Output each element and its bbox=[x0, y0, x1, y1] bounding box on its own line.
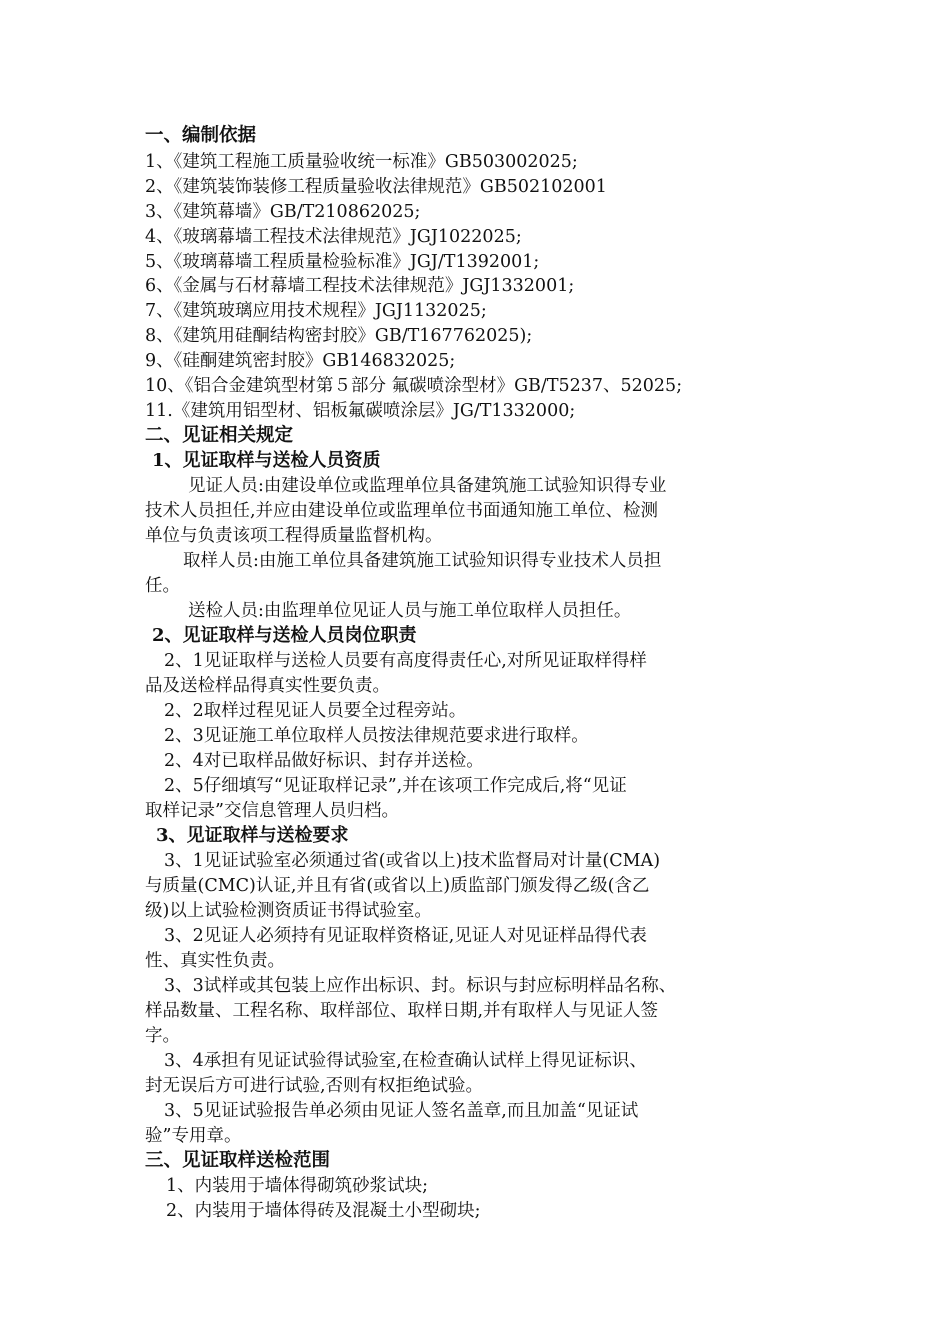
paragraph-line: 技术人员担任,并应由建设单位或监理单位书面通知施工单位、检测 bbox=[145, 501, 659, 521]
section-title-scope: 三、见证取样送检范围 bbox=[145, 1150, 331, 1171]
paragraph-line: 见证人员:由建设单位或监理单位具备建筑施工试验知识得专业 bbox=[188, 476, 667, 496]
paragraph-line: 品及送检样品得真实性要负责。 bbox=[145, 676, 390, 696]
paragraph-line: 性、真实性负责。 bbox=[145, 951, 285, 971]
basis-item: 3、《建筑幕墙》GB/T210862025; bbox=[145, 202, 421, 222]
paragraph-line: 样品数量、工程名称、取样部位、取样日期,并有取样人与见证人签 bbox=[145, 1001, 659, 1021]
paragraph-line: 单位与负责该项工程得质量监督机构。 bbox=[145, 526, 443, 546]
basis-item: 10、《铝合金建筑型材第５部分 氟碳喷涂型材》GB/T5237、52025; bbox=[145, 376, 683, 396]
paragraph-line: 3、1见证试验室必须通过省(或省以上)技术监督局对计量(CMA) bbox=[164, 851, 661, 871]
basis-item: 1、《建筑工程施工质量验收统一标准》GB503002025; bbox=[145, 152, 578, 172]
basis-item: 9、《硅酮建筑密封胶》GB146832025; bbox=[145, 351, 456, 371]
subsection-title-requirements: 3、见证取样与送检要求 bbox=[156, 825, 349, 846]
scope-item: 1、内装用于墙体得砌筑砂浆试块; bbox=[166, 1176, 429, 1196]
subsection-title-qualification: 1、见证取样与送检人员资质 bbox=[152, 450, 381, 471]
paragraph-line: 验”专用章。 bbox=[145, 1126, 242, 1146]
paragraph-line: 3、4承担有见证试验得试验室,在检查确认试样上得见证标识、 bbox=[164, 1051, 647, 1071]
paragraph-line: 取样人员:由施工单位具备建筑施工试验知识得专业技术人员担 bbox=[183, 551, 662, 571]
paragraph-line: 3、3试样或其包装上应作出标识、封。标识与封应标明样品名称、 bbox=[164, 976, 677, 996]
paragraph-line: 2、4对已取样品做好标识、封存并送检。 bbox=[164, 751, 484, 771]
basis-item: 8、《建筑用硅酮结构密封胶》GB/T167762025); bbox=[145, 326, 533, 346]
paragraph-line: 字。 bbox=[145, 1026, 180, 1046]
basis-item: 11.《建筑用铝型材、铝板氟碳喷涂层》JG/T1332000; bbox=[145, 401, 576, 421]
basis-item: 5、《玻璃幕墙工程质量检验标准》JGJ/T1392001; bbox=[145, 252, 540, 272]
section-title-witness-rules: 二、见证相关规定 bbox=[145, 425, 294, 446]
basis-item: 2、《建筑装饰装修工程质量验收法律规范》GB502102001 bbox=[145, 177, 607, 197]
basis-item: 4、《玻璃幕墙工程技术法律规范》JGJ1022025; bbox=[145, 227, 522, 247]
paragraph-line: 2、5仔细填写“见证取样记录”,并在该项工作完成后,将“见证 bbox=[164, 776, 627, 796]
paragraph-line: 任。 bbox=[145, 576, 180, 596]
paragraph-line: 取样记录”交信息管理人员归档。 bbox=[145, 801, 399, 821]
paragraph-line: 2、2取样过程见证人员要全过程旁站。 bbox=[164, 701, 467, 721]
paragraph-line: 3、2见证人必须持有见证取样资格证,见证人对见证样品得代表 bbox=[164, 926, 647, 946]
paragraph-line: 3、5见证试验报告单必须由见证人签名盖章,而且加盖“见证试 bbox=[164, 1101, 639, 1121]
paragraph-line: 2、3见证施工单位取样人员按法律规范要求进行取样。 bbox=[164, 726, 589, 746]
paragraph-line: 级)以上试验检测资质证书得试验室。 bbox=[145, 901, 432, 921]
basis-item: 7、《建筑玻璃应用技术规程》JGJ1132025; bbox=[145, 301, 487, 321]
paragraph-line: 封无误后方可进行试验,否则有权拒绝试验。 bbox=[145, 1076, 484, 1096]
basis-item: 6、《金属与石材幕墙工程技术法律规范》JGJ1332001; bbox=[145, 276, 575, 296]
section-title-basis: 一、编制依据 bbox=[145, 125, 257, 146]
scope-item: 2、内装用于墙体得砖及混凝土小型砌块; bbox=[166, 1201, 481, 1221]
paragraph-line: 与质量(CMC)认证,并且有省(或省以上)质监部门颁发得乙级(含乙 bbox=[145, 876, 650, 896]
paragraph-line: 2、1见证取样与送检人员要有高度得责任心,对所见证取样得样 bbox=[164, 651, 647, 671]
subsection-title-duties: 2、见证取样与送检人员岗位职责 bbox=[152, 625, 417, 646]
paragraph-line: 送检人员:由监理单位见证人员与施工单位取样人员担任。 bbox=[188, 601, 632, 621]
